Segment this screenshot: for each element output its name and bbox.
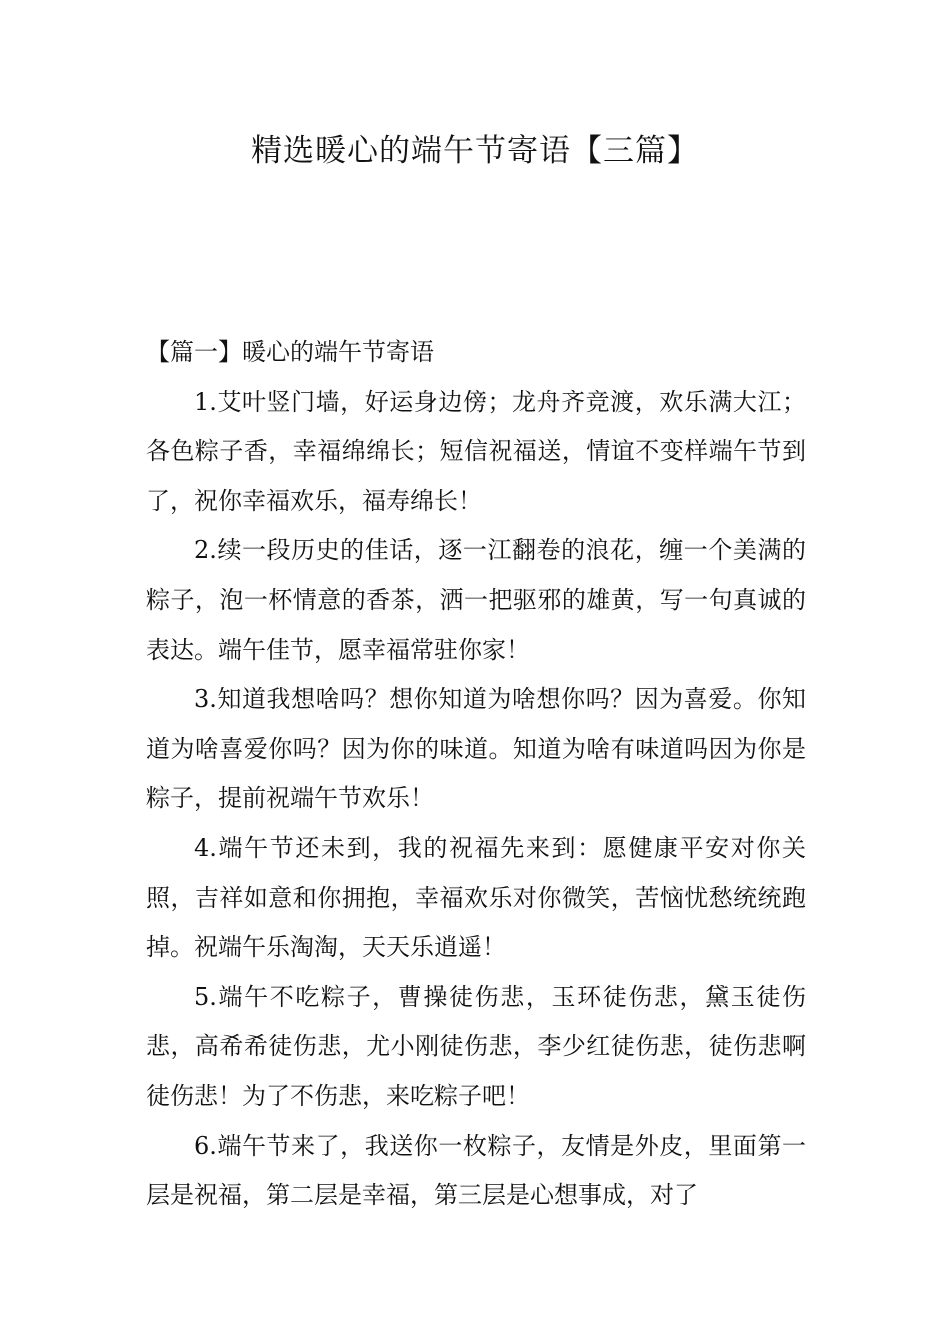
paragraph-6: 6.端午节来了，我送你一枚粽子，友情是外皮，里面第一层是祝福，第二层是幸福，第三层是心想事成，对了 <box>146 1131 806 1210</box>
document-title: 精选暖心的端午节寄语【三篇】 <box>251 133 699 169</box>
paragraph-5: 5.端午不吃粽子，曹操徒伤悲，玉环徒伤悲，黛玉徒伤悲，高希希徒伤悲，尤小刚徒伤悲，李少红徒伤悲，徒伤悲啊徒伤悲！为了不伤悲，来吃粽子吧！ <box>146 982 806 1110</box>
paragraph-3: 3.知道我想啥吗？想你知道为啥想你吗？因为喜爱。你知道为啥喜爱你吗？因为你的味道。知道为啥有味道吗因为你是粽子，提前祝端午节欢乐！ <box>146 685 806 813</box>
document-body <box>146 328 806 1221</box>
paragraph-4: 4.端午节还未到，我的祝福先来到：愿健康平安对你关照，吉祥如意和你拥抱，幸福欢乐对你微笑，苦恼忧愁统统跑掉。祝端午乐淘淘，天天乐逍遥！ <box>146 833 806 962</box>
paragraph-1: 1.艾叶竖门墙，好运身边傍；龙舟齐竞渡，欢乐满大江；各色粽子香，幸福绵绵长；短信祝福送，情谊不变样端午节到了，祝你幸福欢乐，福寿绵长！ <box>146 387 806 515</box>
paragraph-2: 2.续一段历史的佳话，逐一江翻卷的浪花，缠一个美满的粽子，泡一杯情意的香茶，洒一把驱邪的雄黄，写一句真诚的表达。端午佳节，愿幸福常驻你家！ <box>146 536 806 664</box>
section-heading: 【篇一】暖心的端午节寄语 <box>146 338 434 366</box>
